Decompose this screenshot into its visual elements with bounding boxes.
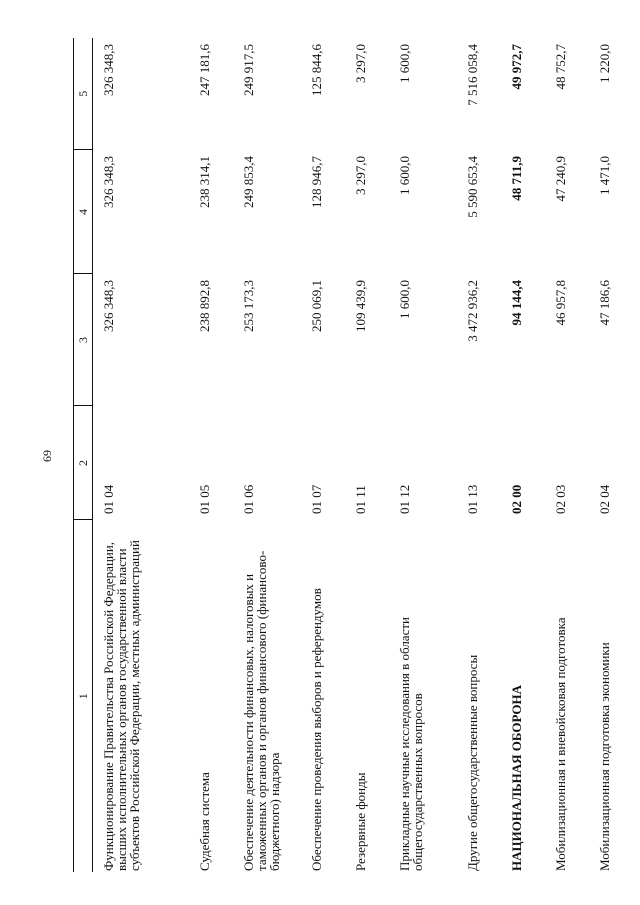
- row-code: 01 05: [197, 484, 212, 514]
- row-value-col5: 1 600,0: [397, 44, 412, 83]
- row-code: 01 12: [397, 484, 412, 514]
- table-row: [301, 38, 345, 872]
- row-name: НАЦИОНАЛЬНАЯ ОБОРОНА: [509, 685, 524, 871]
- row-value-col5: 7 516 058,4: [465, 44, 480, 106]
- column-header-3: 3: [74, 274, 93, 406]
- row-value-col5: 247 181,6: [197, 44, 212, 96]
- row-value-col3: 94 144,4: [509, 280, 524, 326]
- row-value-col4: 249 853,4: [241, 156, 256, 208]
- row-name: Прикладные научные исследования в области общегосударственных вопросов: [397, 617, 425, 871]
- row-value-col4: 48 711,9: [509, 156, 524, 201]
- row-code: 02 04: [597, 484, 612, 514]
- row-value-col5: 49 972,7: [509, 44, 524, 90]
- row-value-col3: 238 892,8: [197, 280, 212, 332]
- row-value-col3: 3 472 936,2: [465, 280, 480, 342]
- row-value-col3: 47 186,6: [597, 280, 612, 326]
- row-name: Обеспечение проведения выборов и референдумов: [309, 588, 324, 871]
- row-name: Мобилизационная подготовка экономики: [597, 642, 612, 871]
- row-value-col4: 128 946,7: [309, 156, 324, 208]
- table-row: [457, 38, 501, 872]
- row-value-col5: 3 297,0: [353, 44, 368, 83]
- column-header-1: 1: [74, 520, 93, 872]
- row-value-col4: 5 590 653,4: [465, 156, 480, 218]
- row-value-col4: 3 297,0: [353, 156, 368, 195]
- row-code: 01 11: [353, 485, 368, 514]
- table-body: [93, 38, 624, 872]
- row-name: Резервные фонды: [353, 772, 368, 871]
- column-header-4: 4: [74, 150, 93, 274]
- row-value-col3: 326 348,3: [101, 280, 116, 332]
- row-value-col5: 1 220,0: [597, 44, 612, 83]
- row-code: 01 04: [101, 484, 116, 514]
- row-value-col5: 125 844,6: [309, 44, 324, 96]
- page-number: 69: [40, 450, 54, 462]
- row-value-col4: 238 314,1: [197, 156, 212, 208]
- row-code: 01 07: [309, 484, 324, 514]
- row-value-col4: 47 240,9: [553, 156, 568, 202]
- row-value-col5: 326 348,3: [101, 44, 116, 96]
- table-row: [345, 38, 389, 872]
- table-row: [93, 38, 190, 872]
- row-name: Другие общегосударственные вопросы: [465, 654, 480, 871]
- column-header-2: 2: [74, 406, 93, 520]
- row-value-col3: 250 069,1: [309, 280, 324, 332]
- table-row: [589, 38, 623, 872]
- row-value-col4: 1 600,0: [397, 156, 412, 195]
- rotated-page-content: [21, 14, 621, 872]
- row-code: 02 00: [509, 484, 524, 514]
- table-row: [389, 38, 457, 872]
- row-name: Мобилизационная и вневойсковая подготовка: [553, 617, 568, 871]
- row-value-col3: 253 173,3: [241, 280, 256, 332]
- row-value-col4: 1 471,0: [597, 156, 612, 195]
- row-name: Судебная система: [197, 772, 212, 871]
- table-row: [545, 38, 589, 872]
- row-value-col4: 326 348,3: [101, 156, 116, 208]
- row-value-col3: 46 957,8: [553, 280, 568, 326]
- row-code: 01 06: [241, 484, 256, 514]
- table-row-section-heading: [501, 38, 545, 872]
- table-row: [233, 38, 301, 872]
- row-value-col3: 1 600,0: [397, 280, 412, 319]
- row-code: 01 13: [465, 484, 480, 514]
- row-value-col5: 249 917,5: [241, 44, 256, 96]
- row-value-col5: 48 752,7: [553, 44, 568, 90]
- table-header: [74, 38, 93, 872]
- row-code: 02 03: [553, 484, 568, 514]
- row-name: Обеспечение деятельности финансовых, налоговых и таможенных органов и органов финансового (финансово-бюджетного) надзора: [241, 550, 282, 871]
- table-row: [189, 38, 233, 872]
- column-header-5: 5: [74, 38, 93, 150]
- row-value-col3: 109 439,9: [353, 280, 368, 332]
- budget-table: [73, 38, 623, 872]
- row-name: Функционирование Правительства Российской Федерации, высших исполнительных органов государственной власти субъектов Российской Федерации, местных администраций: [101, 540, 142, 871]
